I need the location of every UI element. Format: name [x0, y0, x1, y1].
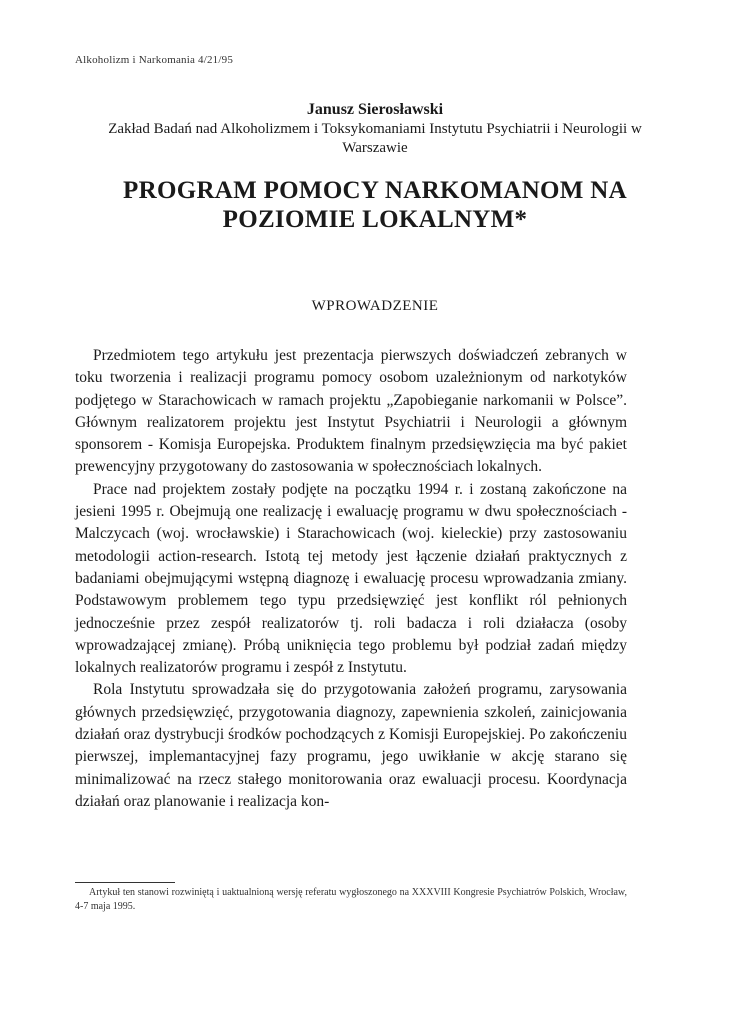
author-block — [75, 100, 675, 158]
running-head: Alkoholizm i Narkomania 4/21/95 — [75, 54, 234, 66]
paragraph-1: Przedmiotem tego artykułu jest prezentacja pierwszych doświadczeń zebranych w toku tworzenia i realizacji programu pomocy osobom uzależnionym od narkotyków podjętego w Starachowicach w ramach projektu „Zapobieganie narkomanii w Polsce”. Głównym realizatorem projektu jest Instytut Psychiatrii i Neurologii a głównym sponsorem - Komisja Europejska. Produktem finalnym przedsięwzięcia ma być pakiet prewencyjny przygotowany do zastosowania w społecznościach lokalnych. — [75, 347, 627, 476]
author-affiliation: Zakład Badań nad Alkoholizmem i Toksykomaniami Instytutu Psychiatrii i Neurologii w Warszawie — [108, 121, 642, 156]
paragraph-2: Prace nad projektem zostały podjęte na początku 1994 r. i zostaną zakończone na jesieni 1995 r. Obejmują one realizację i ewaluację programu w dwu społecznościach - Malczycach (woj. wrocławskie) i Starachowicach (woj. kieleckie) przy zastosowaniu metodologii action-research. Istotą tej metody jest łączenie działań praktycznych z badaniami obejmującymi wstępną diagnozę i ewaluację procesu wprowadzania zmiany. Podstawowym problemem tego typu przedsięwzięć jest konflikt ról pełnionych jednocześnie przez zespół realizatorów tj. roli badacza i roli działacza (osoby wprowadzającej zmianę). Próbą uniknięcia tego problemu był podział zadań między lokalnych realizatorów programu i zespół z Instytutu. — [75, 480, 627, 677]
author-name: Janusz Sierosławski — [306, 101, 444, 118]
section-heading: WPROWADZENIE — [311, 298, 439, 314]
article-body — [75, 345, 627, 813]
paragraph-3: Rola Instytutu sprowadzała się do przygotowania założeń programu, zarysowania głównych przedsięwzięć, przygotowania diagnozy, zapewnienia szkoleń, zainicjowania działań oraz dystrybucji środków pochodzących z Komisji Europejskiej. Po zakończeniu pierwszej, implemantacyjnej fazy programu, jego uwikłanie w akcję starano się minimalizować na rzecz stałego monitorowania oraz ewaluacji procesu. Koordynacja działań oraz planowanie i realizacja kon- — [75, 681, 627, 810]
article-title: PROGRAM POMOCY NARKOMANOM NA POZIOMIE LOKALNYM* — [123, 177, 627, 233]
footnote: Artykuł ten stanowi rozwiniętą i uaktualnioną wersję referatu wygłoszonego na XXXVIII Kongresie Psychiatrów Polskich, Wrocław, 4-7 maja 1995. — [75, 887, 627, 912]
footnote-divider — [75, 882, 175, 883]
